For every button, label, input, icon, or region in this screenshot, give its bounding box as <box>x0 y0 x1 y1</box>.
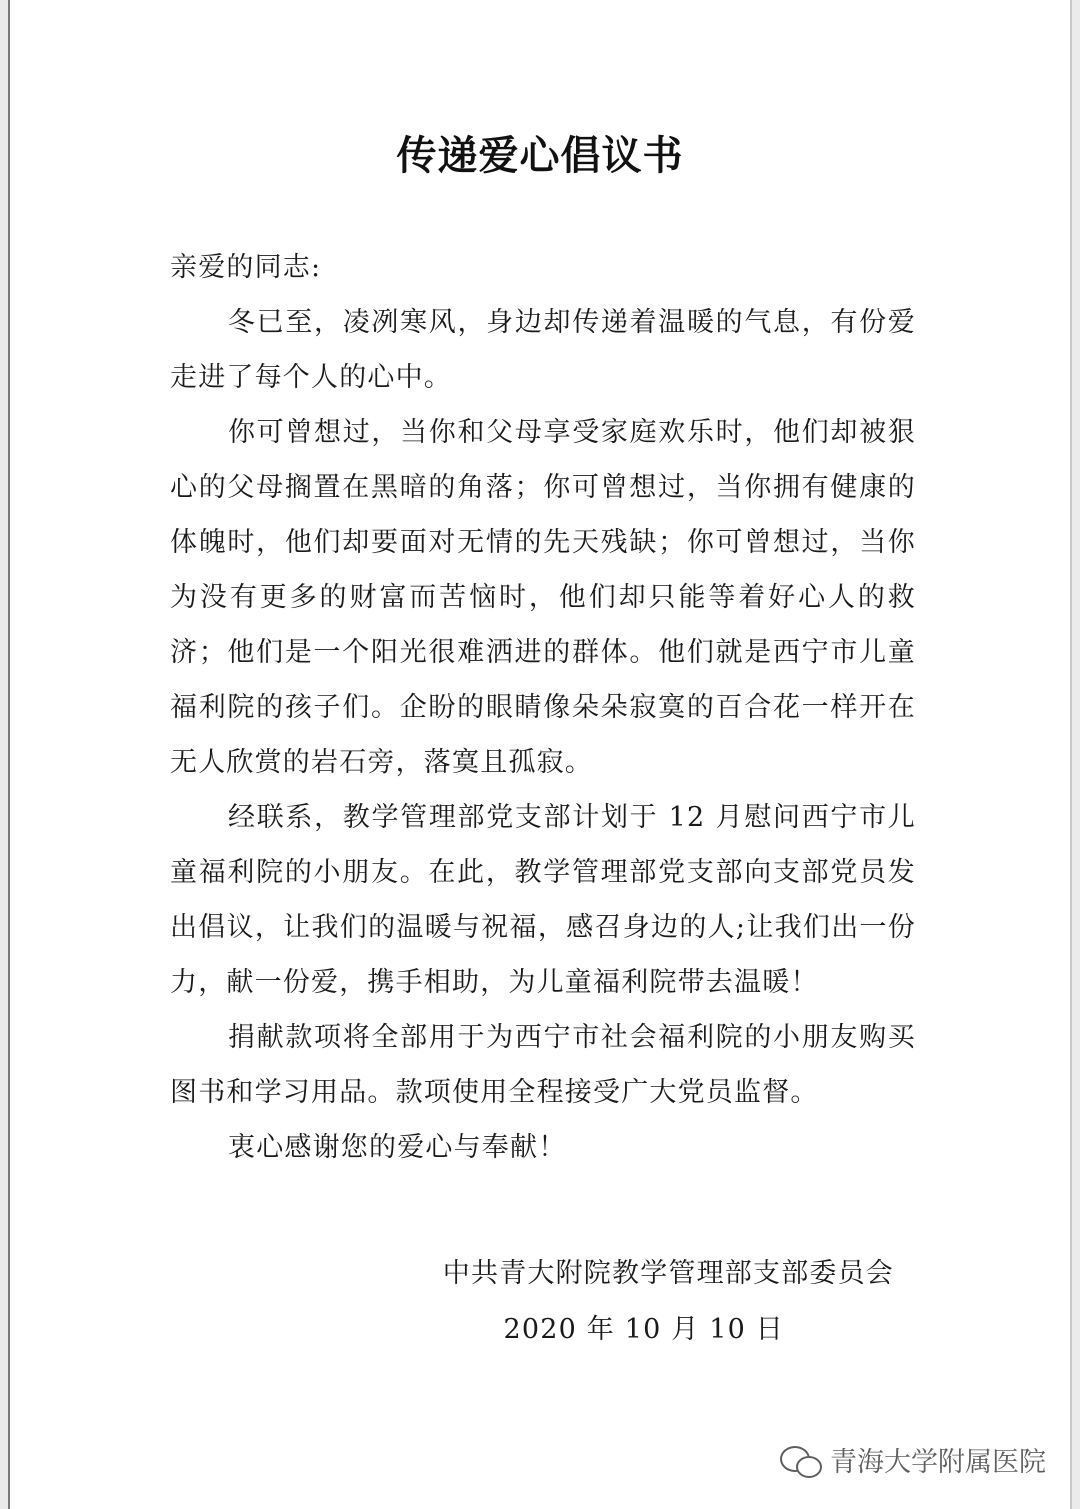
signature-date: 2020 年 10 月 10 日 <box>503 1314 784 1345</box>
document-body <box>170 240 916 1175</box>
paragraph-1: 冬已至，凌冽寒风，身边却传递着温暖的气息，有份爱走进了每个人的心中。 <box>170 307 916 393</box>
paragraph-2: 你可曾想过，当你和父母享受家庭欢乐时，他们却被狠心的父母搁置在黑暗的角落；你可曾想过，当你拥有健康的体魄时，他们却要面对无情的先天残缺；你可曾想过，当你为没有更多的财富而苦恼时，他们却只能等着好心人的救济；他们是一个阳光很难洒进的群体。他们就是西宁市儿童福利院的孩子们。企盼的眼睛像朵朵寂寞的百合花一样开在无人欣赏的岩石旁，落寞且孤寂。 <box>170 417 916 778</box>
paragraph-4: 捐献款项将全部用于为西宁市社会福利院的小朋友购买图书和学习用品。款项使用全程接受广大党员监督。 <box>170 1022 916 1108</box>
signature-organization: 中共青大附院教学管理部支部委员会 <box>442 1258 894 1289</box>
document-title: 传递爱心倡议书 <box>396 133 684 179</box>
watermark-text: 青海大学附属医院 <box>830 1447 1046 1478</box>
salutation: 亲爱的同志: <box>170 252 322 283</box>
watermark <box>778 1440 1046 1479</box>
paragraph-5: 衷心感谢您的爱心与奉献！ <box>228 1132 567 1163</box>
document-page <box>8 0 1072 1509</box>
paragraph-3: 经联系，教学管理部党支部计划于 12 月慰问西宁市儿童福利院的小朋友。在此，教学管理部党支部向支部党员发出倡议，让我们的温暖与祝福，感召身边的人;让我们出一份力，献一份爱，携手相助，为儿童福利院带去温暖！ <box>170 802 916 998</box>
wechat-icon <box>778 1442 822 1478</box>
